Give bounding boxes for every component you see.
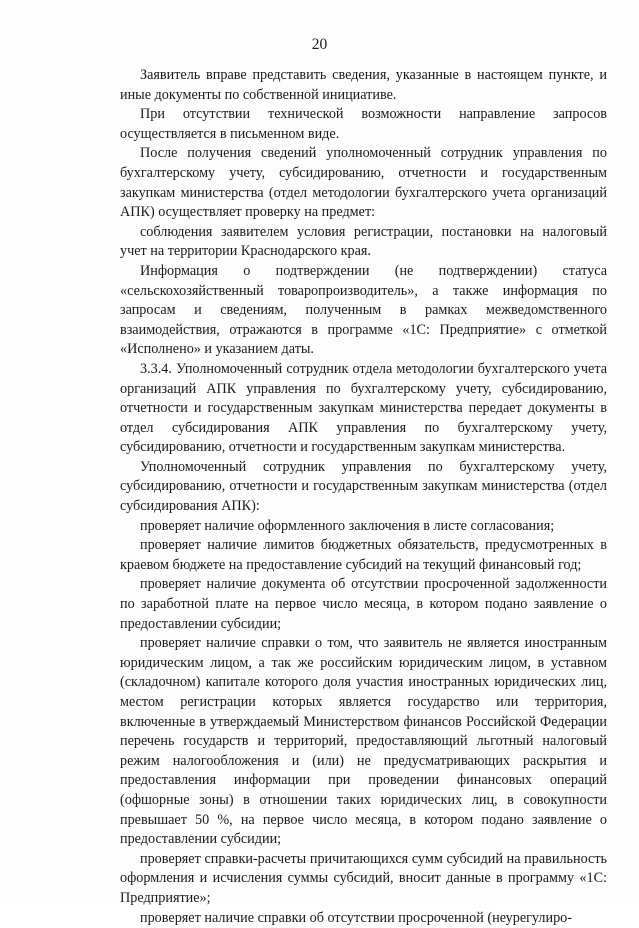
paragraph-3: После получения сведений уполномоченный сотрудник управления по бухгалтерскому учету, субсидированию, отчетности и государственным закупкам министерства (отдел методологии бухгалтерского учета организаций АПК) осуществляет проверку на предмет: <box>120 145 607 221</box>
paragraph-2: При отсутствии технической возможности направление запросов осуществляется в письменном виде. <box>120 106 607 142</box>
paragraph-8: проверяет наличие оформленного заключения в листе согласования; <box>140 517 555 534</box>
paragraph-13: проверяет наличие справки об отсутствии просроченной (неурегулиро- <box>140 909 572 926</box>
paragraph-1: Заявитель вправе представить сведения, указанные в настоящем пункте, и иные документы по собственной инициативе. <box>120 67 607 103</box>
paragraph-9: проверяет наличие лимитов бюджетных обязательств, предусмотренных в краевом бюджете на предоставление субсидий на текущий финансовый год; <box>120 537 607 573</box>
paragraph-5: Информация о подтверждении (не подтверждении) статуса «сельскохозяйственный товаропроизводитель», а также информация по запросам и сведениям, полученным в рамках межведомственного взаимодействия, отражаются в программе «1С: Предприятие» с отметкой «Исполнено» и указанием даты. <box>120 262 607 358</box>
document-body <box>120 66 607 928</box>
paragraph-6: 3.3.4. Уполномоченный сотрудник отдела методологии бухгалтерского учета организаций АПК управления по бухгалтерскому учету, субсидированию, отчетности и государственным закупкам министерства передает документы в отдел субсидирования АПК управления по бухгалтерскому учету, субсидированию, отчетности и государственным закупкам министерства. <box>120 360 607 456</box>
paragraph-12: проверяет справки-расчеты причитающихся сумм субсидий на правильность оформления и исчисления суммы субсидий, вносит данные в программу «1С: Предприятие»; <box>120 850 607 906</box>
paragraph-11: проверяет наличие справки о том, что заявитель не является иностранным юридическим лицом, а так же российским юридическим лицом, в уставном (складочном) капитале которого доля участия иностранных юридических лиц, местом регистрации которых является государство или территория, включенные в утверждаемый Министерством финансов Российской Федерации перечень государств и территорий, предоставляющий льготный налоговый режим налогообложения и (или) не предусматривающих раскрытия и предоставления информации при проведении финансовых операций (офшорные зоны) в отношении таких юридических лиц, в совокупности превышает 50 %, на первое число месяца, в котором подано заявление о предоставлении субсидии; <box>120 635 607 848</box>
paragraph-7: Уполномоченный сотрудник управления по бухгалтерскому учету, субсидированию, отчетности и государственным закупкам министерства (отдел субсидирования АПК): <box>120 458 607 515</box>
paragraph-10: проверяет наличие документа об отсутствии просроченной задолженности по заработной плате на первое число месяца, в котором подано заявление о предоставлении субсидии; <box>120 576 607 632</box>
paragraph-4: соблюдения заявителем условия регистрации, постановки на налоговый учет на территории Краснодарского края. <box>120 223 607 260</box>
page-number: 20 <box>311 36 328 53</box>
